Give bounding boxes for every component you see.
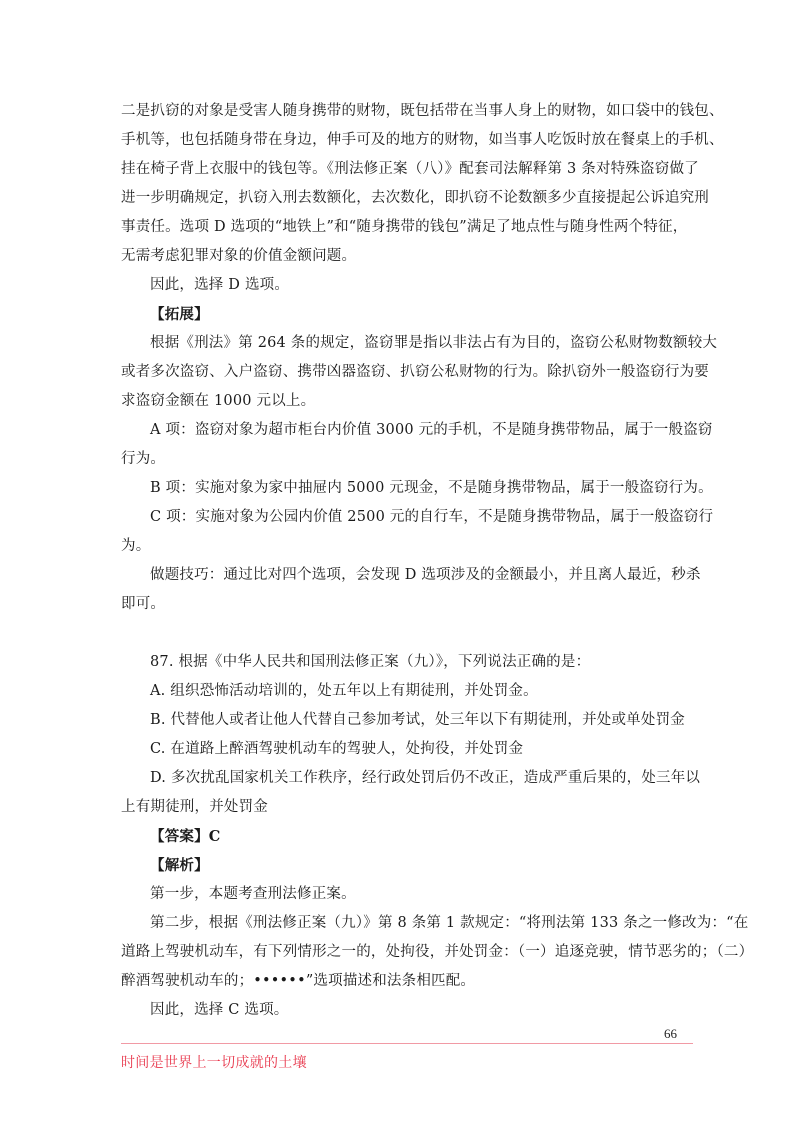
document-body — [121, 97, 754, 1025]
paragraph-line: 根据《刑法》第 264 条的规定，盗窃罪是指以非法占有为目的，盗窃公私财物数额较大 — [150, 335, 718, 351]
paragraph-line: 即可。 — [121, 596, 166, 612]
question-option-a: A. 组织恐怖活动培训的，处五年以上有期徒刑，并处罚金。 — [150, 683, 538, 699]
option-analysis-c: C 项：实施对象为公园内价值 2500 元的自行车，不是随身携带物品，属于一般盗窃行 — [150, 509, 714, 525]
question-option-d: D. 多次扰乱国家机关工作秩序，经行政处罚后仍不改正，造成严重后果的，处三年以 — [150, 770, 701, 786]
footer-divider — [121, 1043, 693, 1044]
paragraph-line: 无需考虑犯罪对象的价值金额问题。 — [121, 248, 357, 264]
paragraph-line: 进一步明确规定，扒窃入刑去数额化，去次数化，即扒窃不论数额多少直接提起公诉追究刑 — [121, 190, 709, 206]
paragraph-line: 为。 — [121, 538, 151, 554]
footer-slogan: 时间是世界上一切成就的土壤 — [121, 1055, 307, 1071]
paragraph-line: 挂在椅子背上衣服中的钱包等。《刑法修正案（八）》配套司法解释第 3 条对特殊盗窃做了 — [121, 161, 699, 177]
paragraph-line: 手机等，也包括随身带在身边，伸手可及的地方的财物，如当事人吃饭时放在餐桌上的手机、 — [121, 132, 724, 148]
conclusion-line: 因此，选择 D 选项。 — [150, 277, 290, 293]
paragraph-line: 求盗窃金额在 1000 元以上。 — [121, 393, 316, 409]
analysis-step-one: 第一步，本题考查刑法修正案。 — [150, 886, 356, 902]
page-number: 66 — [664, 1026, 677, 1041]
conclusion-line: 因此，选择 C 选项。 — [150, 1002, 289, 1018]
paragraph-line: 道路上驾驶机动车，有下列情形之一的，处拘役，并处罚金：（一）追逐竞驶，情节恶劣的；（二） — [121, 944, 754, 960]
paragraph-line: 醉酒驾驶机动车的；••••••”选项描述和法条相匹配。 — [121, 973, 476, 989]
option-analysis-a: A 项：盗窃对象为超市柜台内价值 3000 元的手机，不是随身携带物品，属于一般盗窃 — [150, 422, 713, 438]
answer-heading: 【答案】C — [150, 828, 221, 845]
paragraph-line: 事责任。选项 D 选项的“地铁上”和“随身携带的钱包”满足了地点性与随身性两个特征， — [121, 219, 688, 235]
solving-tip: 做题技巧：通过比对四个选项，会发现 D 选项涉及的金额最小，并且离人最近，秒杀 — [150, 567, 701, 583]
question-stem: 87. 根据《中华人民共和国刑法修正案（九）》，下列说法正确的是： — [150, 654, 591, 670]
question-option-c: C. 在道路上醉酒驾驶机动车的驾驶人，处拘役，并处罚金 — [150, 741, 524, 757]
paragraph-line: 行为。 — [121, 451, 166, 467]
analysis-step-two: 第二步，根据《刑法修正案（九）》第 8 条第 1 款规定：“将刑法第 133 条之一修改为：“在 — [150, 915, 749, 931]
paragraph-line: 二是扒窃的对象是受害人随身携带的财物，既包括带在当事人身上的财物，如口袋中的钱包、 — [121, 103, 724, 119]
option-analysis-b: B 项：实施对象为家中抽屉内 5000 元现金，不是随身携带物品，属于一般盗窃行为。 — [150, 480, 713, 496]
analysis-heading: 【解析】 — [150, 857, 209, 874]
paragraph-line: 上有期徒刑，并处罚金 — [121, 799, 268, 815]
section-heading-expand: 【拓展】 — [150, 306, 209, 323]
question-option-b: B. 代替他人或者让他人代替自己参加考试，处三年以下有期徒刑，并处或单处罚金 — [150, 712, 685, 728]
paragraph-line: 或者多次盗窃、入户盗窃、携带凶器盗窃、扒窃公私财物的行为。除扒窃外一般盗窃行为要 — [121, 364, 709, 380]
paragraph-gap — [121, 619, 691, 648]
